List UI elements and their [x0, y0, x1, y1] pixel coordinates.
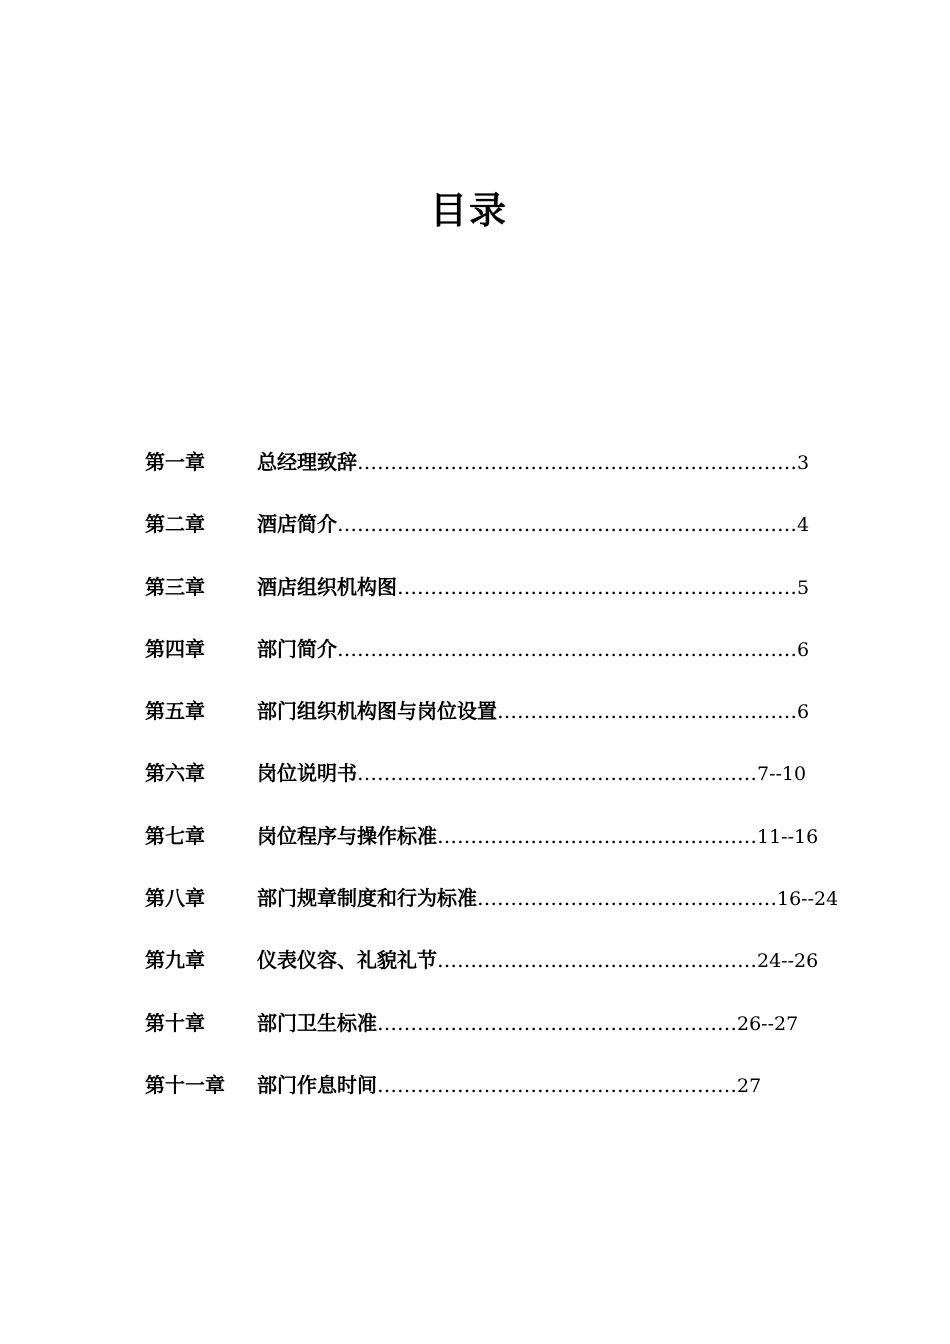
- toc-chapter: 第四章: [145, 636, 205, 661]
- toc-entry: [257, 822, 818, 851]
- toc-entry: [257, 759, 806, 788]
- toc-title: 酒店简介: [257, 512, 337, 537]
- toc-chapter: 第六章: [145, 761, 205, 786]
- toc-entry: [257, 573, 809, 602]
- toc-page: 24--26: [757, 950, 819, 973]
- toc-entry: [257, 946, 818, 975]
- toc-chapter: 第二章: [145, 512, 205, 537]
- toc-leader: ………………………………………………: [377, 1010, 737, 1035]
- toc-chapter: 第九章: [145, 948, 205, 973]
- toc-chapter: 第八章: [145, 886, 205, 911]
- table-of-contents: [145, 448, 845, 1133]
- toc-entry: [257, 448, 809, 477]
- toc-entry: [257, 510, 809, 539]
- toc-page: 5: [797, 576, 810, 599]
- toc-entry: [257, 1009, 798, 1038]
- toc-page: 16--24: [777, 888, 839, 911]
- toc-leader: …………………………………………: [437, 823, 757, 848]
- toc-row-1: [145, 448, 845, 510]
- toc-leader: ……………………………………………………: [397, 574, 797, 599]
- toc-row-5: [145, 697, 845, 759]
- toc-title: 岗位程序与操作标准: [257, 823, 437, 848]
- toc-page: 26--27: [737, 1012, 799, 1035]
- toc-row-2: [145, 510, 845, 572]
- toc-title: 部门组织机构图与岗位设置: [257, 699, 497, 724]
- toc-leader: ……………………………………………………: [357, 761, 757, 786]
- toc-leader: ……………………………………………………………: [337, 636, 797, 661]
- toc-page: 4: [797, 514, 810, 537]
- toc-chapter: 第五章: [145, 699, 205, 724]
- toc-leader: ………………………………………: [477, 886, 777, 911]
- toc-title: 仪表仪容、礼貌礼节: [257, 948, 437, 973]
- toc-chapter: 第十章: [145, 1010, 205, 1035]
- toc-row-3: [145, 573, 845, 635]
- toc-row-7: [145, 822, 845, 884]
- toc-page: 3: [797, 452, 810, 474]
- toc-page: 6: [797, 701, 810, 724]
- toc-page: 6: [797, 638, 810, 661]
- toc-title: 总经理致辞: [257, 450, 357, 474]
- page-title: 目录: [430, 188, 508, 232]
- toc-title: 部门简介: [257, 636, 337, 661]
- toc-row-8: [145, 884, 845, 946]
- toc-leader: ………………………………………………: [377, 1072, 737, 1097]
- toc-title: 岗位说明书: [257, 761, 357, 786]
- toc-chapter: 第三章: [145, 574, 205, 599]
- toc-title: 部门卫生标准: [257, 1010, 377, 1035]
- toc-chapter: 第七章: [145, 823, 205, 848]
- toc-chapter: 第十一章: [145, 1072, 225, 1097]
- toc-row-10: [145, 1009, 845, 1071]
- toc-title: 酒店组织机构图: [257, 574, 397, 599]
- toc-page: 27: [737, 1074, 762, 1097]
- toc-row-9: [145, 946, 845, 1008]
- toc-leader: …………………………………………………………: [357, 450, 797, 474]
- toc-row-4: [145, 635, 845, 697]
- toc-leader: ……………………………………………………………: [337, 512, 797, 537]
- toc-title: 部门规章制度和行为标准: [257, 886, 477, 911]
- toc-row-11: [145, 1071, 845, 1133]
- toc-entry: [257, 697, 809, 726]
- toc-entry: [257, 884, 838, 913]
- toc-leader: …………………………………………: [437, 948, 757, 973]
- toc-chapter: 第一章: [145, 450, 205, 474]
- toc-title: 部门作息时间: [257, 1072, 377, 1097]
- toc-page: 11--16: [757, 825, 819, 848]
- toc-leader: ………………………………………: [497, 699, 797, 724]
- toc-page: 7--10: [757, 763, 807, 786]
- toc-entry: [257, 635, 809, 664]
- toc-entry: [257, 1071, 761, 1100]
- toc-row-6: [145, 759, 845, 821]
